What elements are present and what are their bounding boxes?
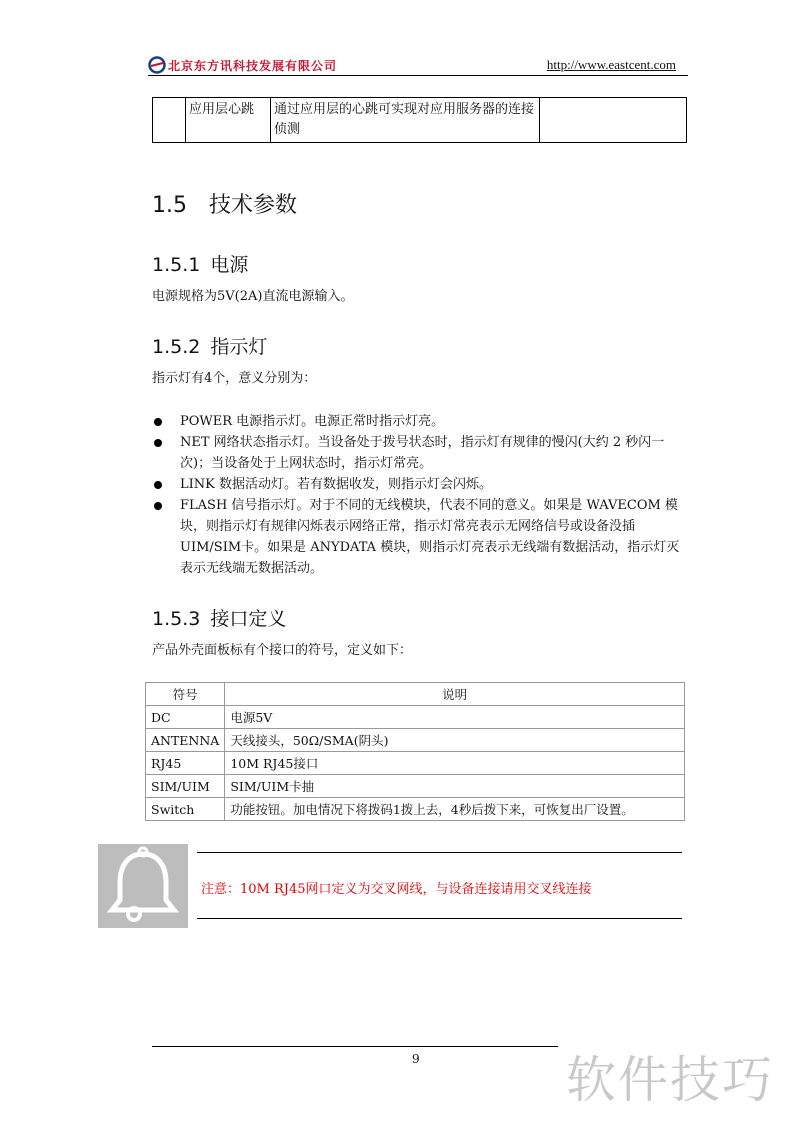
bullet-icon [154,481,162,489]
led-title: 指示灯 [210,336,268,358]
table-cell: 应用层心跳 [186,98,271,143]
company-url-link[interactable]: http://www.eastcent.com [546,57,676,72]
footer-divider [152,1046,558,1047]
table-cell: DC [146,706,225,729]
note-top-line [197,852,682,853]
company-name: 北京东方讯科技发展有限公司 [168,59,338,73]
power-title: 电源 [210,254,249,276]
table-row [153,98,687,143]
heartbeat-table [152,97,687,143]
table-row [146,775,685,798]
section-number: 1.5 [152,193,187,218]
table-cell: ANTENNA [146,729,225,752]
table-row [146,729,685,752]
bell-icon [98,844,188,928]
list-item: POWER 电源指示灯。电源正常时指示灯亮。 [152,411,684,432]
table-cell: 10M RJ45接口 [225,752,685,775]
column-header: 说明 [225,683,685,706]
iface-number: 1.5.3 [152,608,201,630]
section-title: 技术参数 [209,193,298,218]
note-bottom-line [197,918,682,919]
bullet-icon [154,439,162,447]
table-row [146,798,685,821]
list-item: FLASH 信号指示灯。对于不同的无线模块，代表不同的意义。如果是 WAVECOM 模块，则指示灯有规律闪烁表示网络正常，指示灯常亮表示无网络信号或设备没插UIM/SIM卡。如果是 ANYDATA 模块，则指示灯亮表示无线端有数据活动，指示灯灭表示无线端无数据活动。 [152,495,684,579]
note-text: 注意：10M RJ45网口定义为交叉网线，与设备连接请用交叉线连接 [201,882,592,897]
table-cell: Switch [146,798,225,821]
interface-table [145,682,685,821]
header-divider [148,75,688,76]
table-cell [540,98,687,143]
table-cell: 通过应用层的心跳可实现对应用服务器的连接侦测 [271,98,540,143]
power-number: 1.5.1 [152,254,201,276]
table-cell [153,98,186,143]
led-number: 1.5.2 [152,336,201,358]
page-number: 9 [412,1052,420,1066]
led-intro: 指示灯有4个，意义分别为： [152,371,317,386]
bullet-icon [154,418,162,426]
table-cell: RJ45 [146,752,225,775]
column-header: 符号 [146,683,225,706]
power-heading [152,250,248,277]
led-list [152,411,684,579]
list-item: LINK 数据活动灯。若有数据收发，则指示灯会闪烁。 [152,474,684,495]
table-row [146,706,685,729]
table-cell: 功能按钮。加电情况下将拨码1拨上去，4秒后拨下来，可恢复出厂设置。 [225,798,685,821]
bullet-icon [154,502,162,510]
table-cell: 电源5V [225,706,685,729]
list-item: NET 网络状态指示灯。当设备处于拨号状态时，指示灯有规律的慢闪(大约 2 秒闪一次)；当设备处于上网状态时，指示灯常亮。 [152,432,684,474]
table-cell: 天线接头，50Ω/SMA(阴头) [225,729,685,752]
page-header [148,54,688,76]
table-header-row [146,683,685,706]
power-text: 电源规格为5V(2A)直流电源输入。 [152,289,354,304]
table-row [146,752,685,775]
note-bell-box [98,844,188,928]
table-cell: SIM/UIM卡抽 [225,775,685,798]
led-heading [152,332,267,359]
section-heading [152,188,297,219]
table-cell: SIM/UIM [146,775,225,798]
iface-intro: 产品外壳面板标有个接口的符号，定义如下： [152,643,413,658]
watermark-text: 软件技巧 [566,1051,774,1109]
company-logo-icon [148,56,166,74]
iface-heading [152,604,286,631]
iface-title: 接口定义 [210,608,287,630]
